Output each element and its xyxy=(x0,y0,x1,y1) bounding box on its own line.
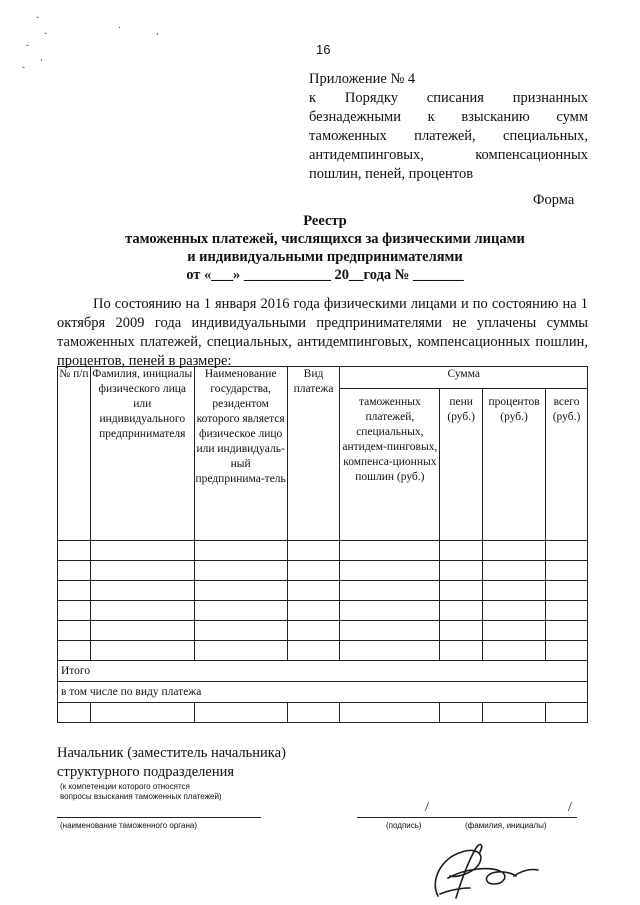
signature-line-2: структурного подразделения xyxy=(57,764,235,780)
scan-artifact: - xyxy=(36,12,39,22)
scan-artifact: - xyxy=(44,28,47,38)
intro-paragraph: По состоянию на 1 января 2016 года физическими лицами и по состоянию на 1 октября 2009 года индивидуальными предпринимателями не уплачены суммы таможенных платежей, специальных, антидемпинговых, компенсационных пошлин, процентов, пеней в размере: xyxy=(57,296,588,369)
scan-artifact: · xyxy=(118,22,121,32)
subheader-interest: процентов (руб.) xyxy=(483,389,546,541)
col-header-num: № п/п xyxy=(58,367,91,541)
scan-artifact: - xyxy=(26,40,29,50)
signature-line xyxy=(357,817,577,818)
by-type-row-label: в том числе по виду платежа xyxy=(58,682,588,703)
table-row xyxy=(58,601,588,621)
subheader-total: всего (руб.) xyxy=(546,389,588,541)
slash-separator: / xyxy=(568,800,572,815)
heading-line-3: и индивидуальными предпринимателями xyxy=(187,249,463,265)
appendix-body: к Порядку списания признанных безнадежными к взысканию сумм таможенных платежей, специальных, антидемпинговых, компенсационных пошлин, пеней, процентов xyxy=(309,90,588,182)
registry-table xyxy=(57,366,588,723)
total-row-label: Итого xyxy=(58,661,588,682)
caption-name: (фамилия, инициалы) xyxy=(465,821,547,830)
caption-sign: (подпись) xyxy=(386,821,422,830)
table-row xyxy=(58,641,588,661)
organ-line xyxy=(57,817,261,818)
appendix-block xyxy=(309,70,588,184)
heading-line-4: от «___» ____________ 20__года № _______ xyxy=(186,267,464,283)
slash-separator: / xyxy=(425,800,429,815)
total-row xyxy=(58,661,588,682)
scan-artifact: , xyxy=(40,52,43,62)
form-label: Форма xyxy=(533,192,575,208)
table-row xyxy=(58,621,588,641)
table-row xyxy=(58,561,588,581)
by-type-row xyxy=(58,682,588,703)
scan-artifact: , xyxy=(156,26,159,36)
subheader-penalty: пени (руб.) xyxy=(440,389,483,541)
signature-note xyxy=(60,782,222,802)
table-header-row xyxy=(58,367,588,389)
signature-line-1: Начальник (заместитель начальника) xyxy=(57,745,286,761)
page-number: 16 xyxy=(316,42,331,57)
heading-line-1: Реестр xyxy=(303,213,347,229)
col-header-name: Фамилия, инициалы физического лица или индивидуального предпринимателя xyxy=(90,367,194,541)
col-header-sum: Сумма xyxy=(340,367,588,389)
table-row xyxy=(58,703,588,723)
subheader-customs: таможенных платежей, специальных, антидем-пинговых, компенса-ционных пошлин (руб.) xyxy=(340,389,440,541)
scan-artifact: - xyxy=(22,62,25,72)
signature-title xyxy=(57,744,286,782)
signature-note-line-2: вопросы взыскания таможенных платежей) xyxy=(60,792,222,801)
col-header-state: Наименование государства, резидентом которого является физическое лицо или индивидуаль-ный предпринима-тель xyxy=(194,367,287,541)
table-row xyxy=(58,581,588,601)
caption-organ: (наименование таможенного органа) xyxy=(60,821,197,830)
appendix-title: Приложение № 4 xyxy=(309,71,416,87)
table-row xyxy=(58,541,588,561)
col-header-type: Вид платежа xyxy=(287,367,340,541)
document-heading xyxy=(60,212,590,284)
handwritten-signature xyxy=(410,838,560,902)
signature-note-line-1: (к компетенции которого относятся xyxy=(60,782,190,791)
heading-line-2: таможенных платежей, числящихся за физическими лицами xyxy=(125,231,525,247)
